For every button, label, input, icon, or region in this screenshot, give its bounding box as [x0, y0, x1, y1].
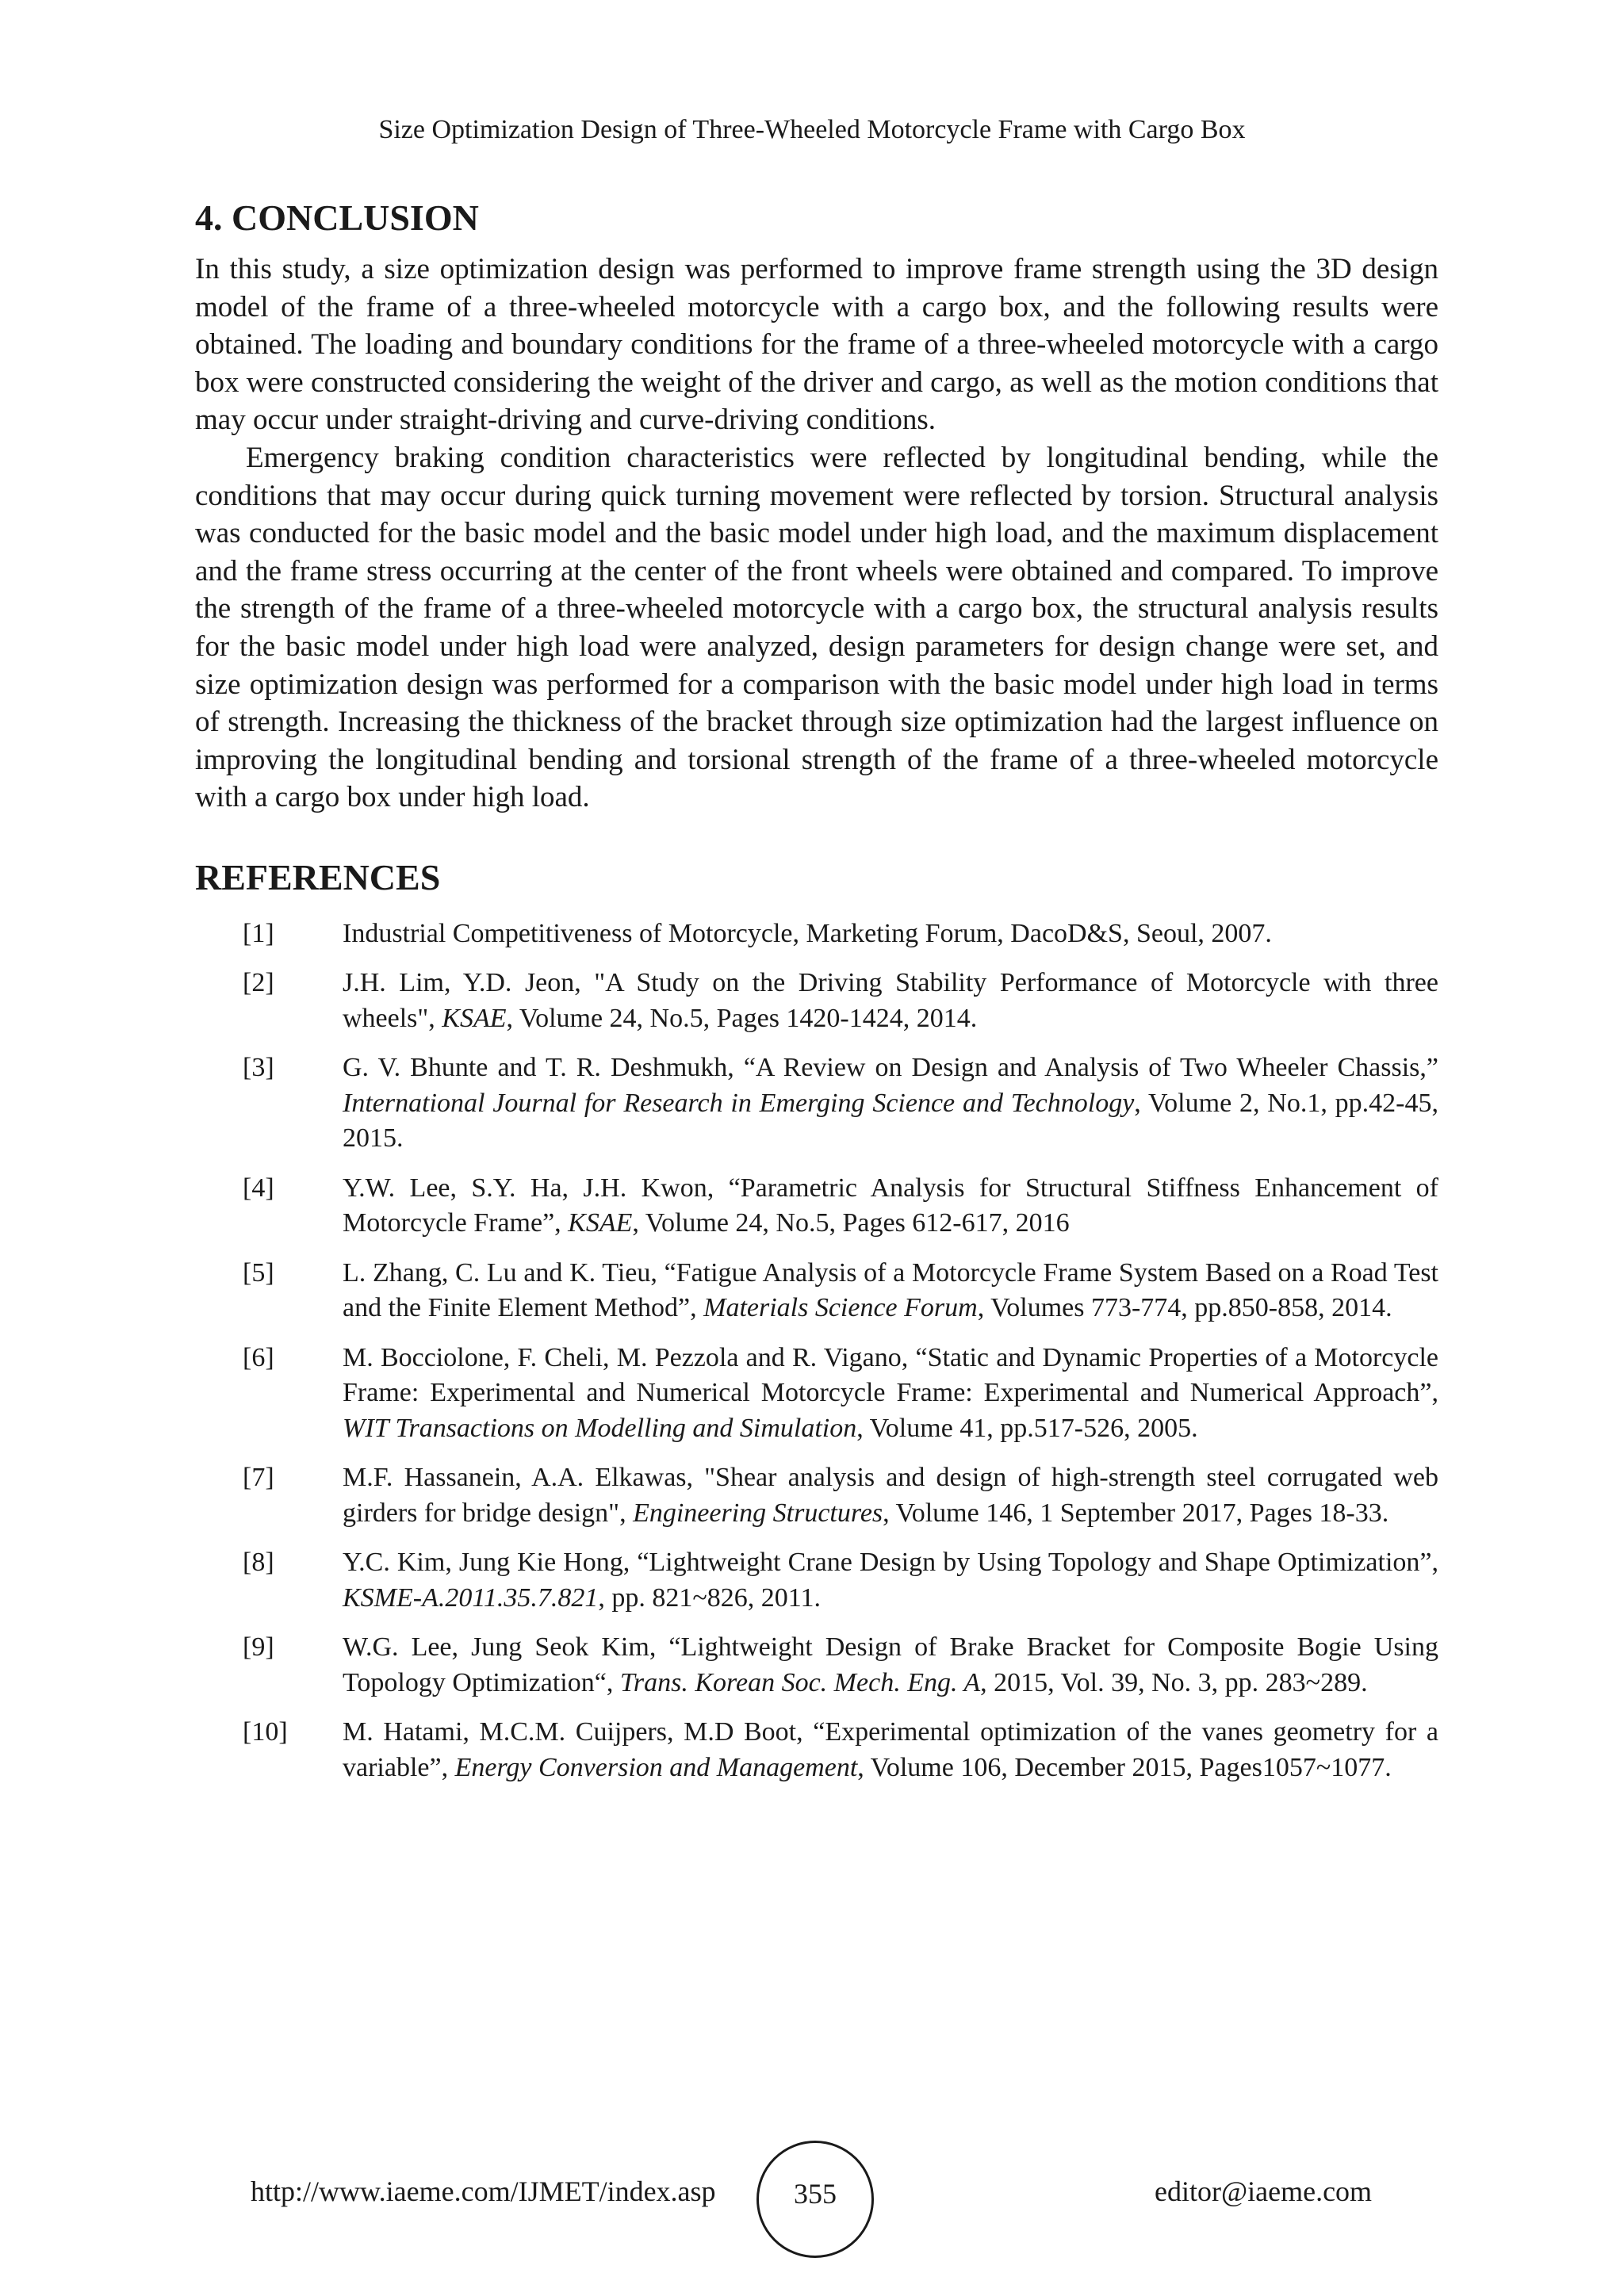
reference-text: [343, 1463, 1438, 1528]
reference-text-segment: W.G. Lee, Jung Seok Kim, “Lightweight Design of Brake Bracket for Composite Bogie Using Topology Optimization“,: [343, 1632, 1438, 1697]
reference-item: [195, 916, 1438, 952]
conclusion-heading: 4. CONCLUSION: [195, 197, 479, 238]
reference-source-title: WIT Transactions on Modelling and Simulation: [343, 1413, 857, 1443]
reference-source-title: Energy Conversion and Management: [454, 1752, 858, 1782]
reference-item: [195, 1715, 1438, 1785]
reference-item: [195, 1050, 1438, 1157]
reference-number: [8]: [243, 1548, 274, 1578]
reference-source-title: KSAE: [568, 1208, 633, 1238]
reference-source-title: Trans. Korean Soc. Mech. Eng. A: [619, 1667, 981, 1697]
reference-text-segment: Y.C. Kim, Jung Kie Hong, “Lightweight Crane Design by Using Topology and Shape Optimization”,: [343, 1548, 1438, 1578]
reference-number: [1]: [243, 918, 274, 948]
reference-text: [343, 919, 1272, 948]
reference-number: [7]: [243, 1463, 274, 1493]
reference-item: [195, 1460, 1438, 1531]
reference-item: [195, 1341, 1438, 1447]
reference-text-segment: , Volumes 773-774, pp.850-858, 2014.: [977, 1293, 1392, 1323]
reference-number: [9]: [243, 1632, 274, 1663]
reference-text: [343, 1173, 1438, 1238]
conclusion-paragraph-1: In this study, a size optimization design was performed to improve frame strength using the 3D design model of the frame of a three-wheeled motorcycle with a cargo box, and the following results were obtained. The loading and boundary conditions for the frame of a three-wheeled motorcycle with a cargo box were constructed considering the weight of the driver and cargo, as well as the motion conditions that may occur under straight-driving and curve-driving conditions.: [195, 253, 1438, 437]
reference-text: [343, 1632, 1438, 1697]
reference-item: [195, 966, 1438, 1036]
footer-url-link[interactable]: http://www.iaeme.com/IJMET/index.asp: [251, 2175, 716, 2207]
references-heading: REFERENCES: [195, 856, 441, 897]
reference-text-segment: M.F. Hassanein, A.A. Elkawas, "Shear analysis and design of high-strength steel corrugated web girders for bridge design",: [343, 1463, 1438, 1528]
reference-number: [3]: [243, 1053, 274, 1083]
footer-email-link[interactable]: editor@iaeme.com: [1155, 2175, 1373, 2207]
running-header: Size Optimization Design of Three-Wheeled Motorcycle Frame with Cargo Box: [378, 115, 1246, 144]
reference-text-segment: , pp. 821~826, 2011.: [598, 1582, 821, 1613]
page-footer: [0, 2141, 1624, 2267]
reference-source-title: KSME-A.2011.35.7.821: [343, 1582, 599, 1613]
reference-text-segment: M. Hatami, M.C.M. Cuijpers, M.D Boot, “Experimental optimization of the vanes geometry for a variable”,: [343, 1717, 1438, 1782]
conclusion-paragraph-2: Emergency braking condition characteristics were reflected by longitudinal bending, while the conditions that may occur during quick turning movement were reflected by torsion. Structural analysis was conducted for the basic model and the basic model under high load, and the maximum displacement and the frame stress occurring at the center of the front wheels were obtained and compared. To improve the strength of the frame of a three-wheeled motorcycle with a cargo box, the structural analysis results for the basic model under high load were analyzed, design parameters for design change were set, and size optimization design was performed for a comparison with the basic model under high load in terms of strength. Increasing the thickness of the bracket through size optimization had the largest influence on improving the longitudinal bending and torsional strength of the frame of a three-wheeled motorcycle with a cargo box under high load.: [195, 441, 1438, 814]
reference-text-segment: , 2015, Vol. 39, No. 3, pp. 283~289.: [980, 1667, 1368, 1697]
reference-text-segment: M. Bocciolone, F. Cheli, M. Pezzola and R. Vigano, “Static and Dynamic Properties of a Motorcycle Frame: Experimental and Numerical Motorcycle Frame: Experimental and Numerical Approach”,: [343, 1342, 1438, 1408]
page-content: [195, 195, 1438, 1800]
reference-source-title: Engineering Structures: [633, 1498, 883, 1528]
reference-number: [4]: [243, 1173, 274, 1203]
reference-item: [195, 1256, 1438, 1326]
reference-text: [343, 1717, 1438, 1782]
reference-source-title: Materials Science Forum: [703, 1293, 978, 1323]
reference-list: [195, 916, 1438, 1786]
reference-text-segment: , Volume 2, No.1, pp.42-45, 2015.: [343, 1088, 1438, 1154]
page-number-circle: [756, 2141, 874, 2258]
reference-text-segment: J.H. Lim, Y.D. Jeon, "A Study on the Driving Stability Performance of Motorcycle with three wheels",: [343, 968, 1438, 1033]
reference-item: [195, 1171, 1438, 1242]
reference-text-segment: , Volume 24, No.5, Pages 612-617, 2016: [632, 1208, 1070, 1238]
reference-text-segment: Y.W. Lee, S.Y. Ha, J.H. Kwon, “Parametric Analysis for Structural Stiffness Enhancement of Motorcycle Frame”,: [343, 1173, 1438, 1238]
reference-text: [343, 1053, 1438, 1153]
reference-text-segment: , Volume 24, No.5, Pages 1420-1424, 2014.: [506, 1003, 978, 1033]
reference-item: [195, 1630, 1438, 1701]
reference-text: [343, 1343, 1438, 1443]
reference-text: [343, 968, 1438, 1033]
reference-text-segment: G. V. Bhunte and T. R. Deshmukh, “A Review on Design and Analysis of Two Wheeler Chassis,”: [343, 1053, 1438, 1083]
reference-text-segment: , Volume 41, pp.517-526, 2005.: [856, 1413, 1198, 1443]
reference-text: [343, 1548, 1438, 1613]
reference-text-segment: , Volume 106, December 2015, Pages1057~1077.: [857, 1752, 1392, 1782]
reference-number: [6]: [243, 1342, 274, 1372]
reference-text-segment: L. Zhang, C. Lu and K. Tieu, “Fatigue Analysis of a Motorcycle Frame System Based on a Road Test and the Finite Element Method”,: [343, 1257, 1438, 1323]
reference-text: [343, 1258, 1438, 1323]
reference-text-segment: , Volume 146, 1 September 2017, Pages 18-33.: [883, 1498, 1389, 1528]
reference-number: [2]: [243, 968, 274, 998]
page-number: 355: [794, 2178, 837, 2210]
reference-number: [10]: [243, 1717, 288, 1747]
reference-number: [5]: [243, 1257, 274, 1288]
reference-item: [195, 1545, 1438, 1616]
reference-text-segment: Industrial Competitiveness of Motorcycle, Marketing Forum, DacoD&S, Seoul, 2007.: [343, 918, 1272, 948]
reference-source-title: International Journal for Research in Emerging Science and Technology: [343, 1088, 1135, 1118]
reference-source-title: KSAE: [442, 1003, 507, 1033]
